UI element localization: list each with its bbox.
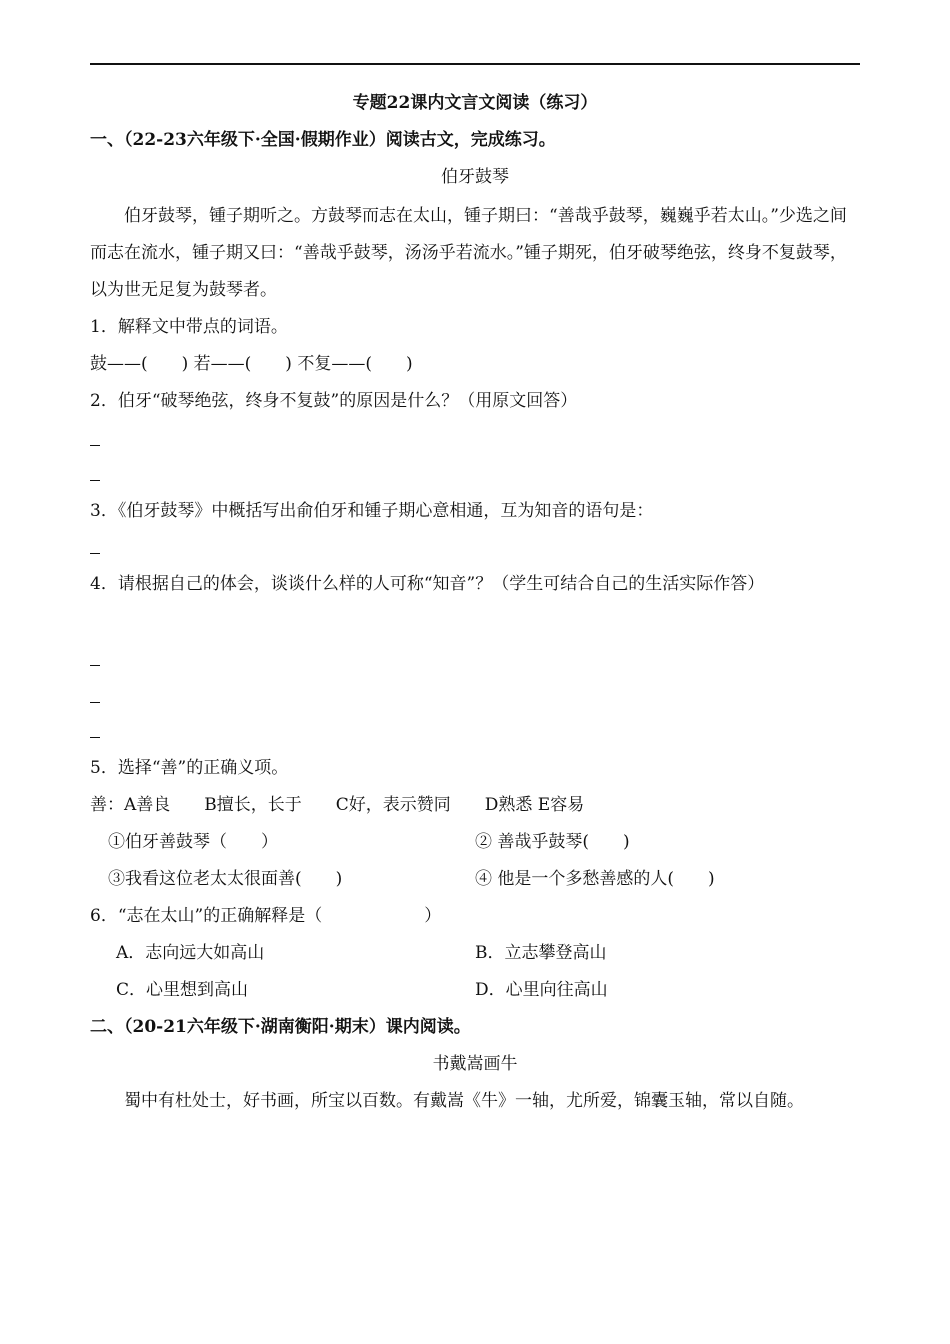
- header-rule: [90, 63, 860, 65]
- question-5-options: 善：A善良 B擅长，长于 C好，表示赞同 D熟悉 E容易: [90, 795, 585, 815]
- question-2: 2．伯牙“破琴绝弦，终身不复鼓”的原因是什么？（用原文回答）: [90, 391, 578, 411]
- question-5-item2: ② 善哉乎鼓琴( ): [475, 832, 630, 852]
- section2-heading: 二、（20-21六年级下·湖南衡阳·期末）课内阅读。: [90, 1017, 471, 1037]
- answer-blank: [90, 650, 860, 672]
- answer-blank: [90, 722, 860, 744]
- page-title: 专题22课内文言文阅读（练习）: [352, 93, 598, 113]
- answer-blank: [90, 687, 860, 709]
- answer-blank: [90, 465, 860, 487]
- question-5-item3: ③我看这位老太太很面善( ): [108, 869, 343, 889]
- passage1-title: 伯牙鼓琴: [441, 167, 509, 187]
- question-5: 5．选择“善”的正确义项。: [90, 758, 289, 778]
- question-6-option-d: D．心里向往高山: [475, 980, 608, 1000]
- question-6-option-a: A．志向远大如高山: [116, 943, 265, 963]
- passage2-title: 书戴嵩画牛: [432, 1054, 518, 1074]
- answer-blank: [90, 538, 860, 560]
- question-6-option-b: B．立志攀登高山: [475, 943, 607, 963]
- question-1-items: 鼓——( ) 若——( ) 不复——( ): [90, 354, 413, 374]
- section1-heading: 一、（22-23六年级下·全国·假期作业）阅读古文，完成练习。: [90, 130, 556, 150]
- question-1: 1．解释文中带点的词语。: [90, 317, 288, 337]
- question-5-item4: ④ 他是一个多愁善感的人( ): [475, 869, 715, 889]
- question-6-option-c: C．心里想到高山: [116, 980, 249, 1000]
- passage2-text: 蜀中有杜处士，好书画，所宝以百数。有戴嵩《牛》一轴，尤所爱，锦囊玉轴，常以自随。: [124, 1091, 804, 1111]
- answer-blank: [90, 430, 860, 452]
- question-6: 6．“志在太山”的正确解释是（ ）: [90, 906, 442, 926]
- passage1-text: 伯牙鼓琴，锺子期听之。方鼓琴而志在太山，锺子期曰：“善哉乎鼓琴，巍巍乎若太山。”少选之间而志在流水，锺子期又曰：“善哉乎鼓琴，汤汤乎若流水。”锺子期死，伯牙破琴绝弦，终身不复鼓琴，以为世无足复为鼓琴者。: [90, 206, 847, 300]
- question-5-item1: ①伯牙善鼓琴（ ）: [108, 832, 278, 852]
- question-3: 3．《伯牙鼓琴》中概括写出俞伯牙和锺子期心意相通，互为知音的语句是：: [90, 501, 654, 521]
- question-4: 4．请根据自己的体会，谈谈什么样的人可称“知音”？（学生可结合自己的生活实际作答）: [90, 574, 765, 594]
